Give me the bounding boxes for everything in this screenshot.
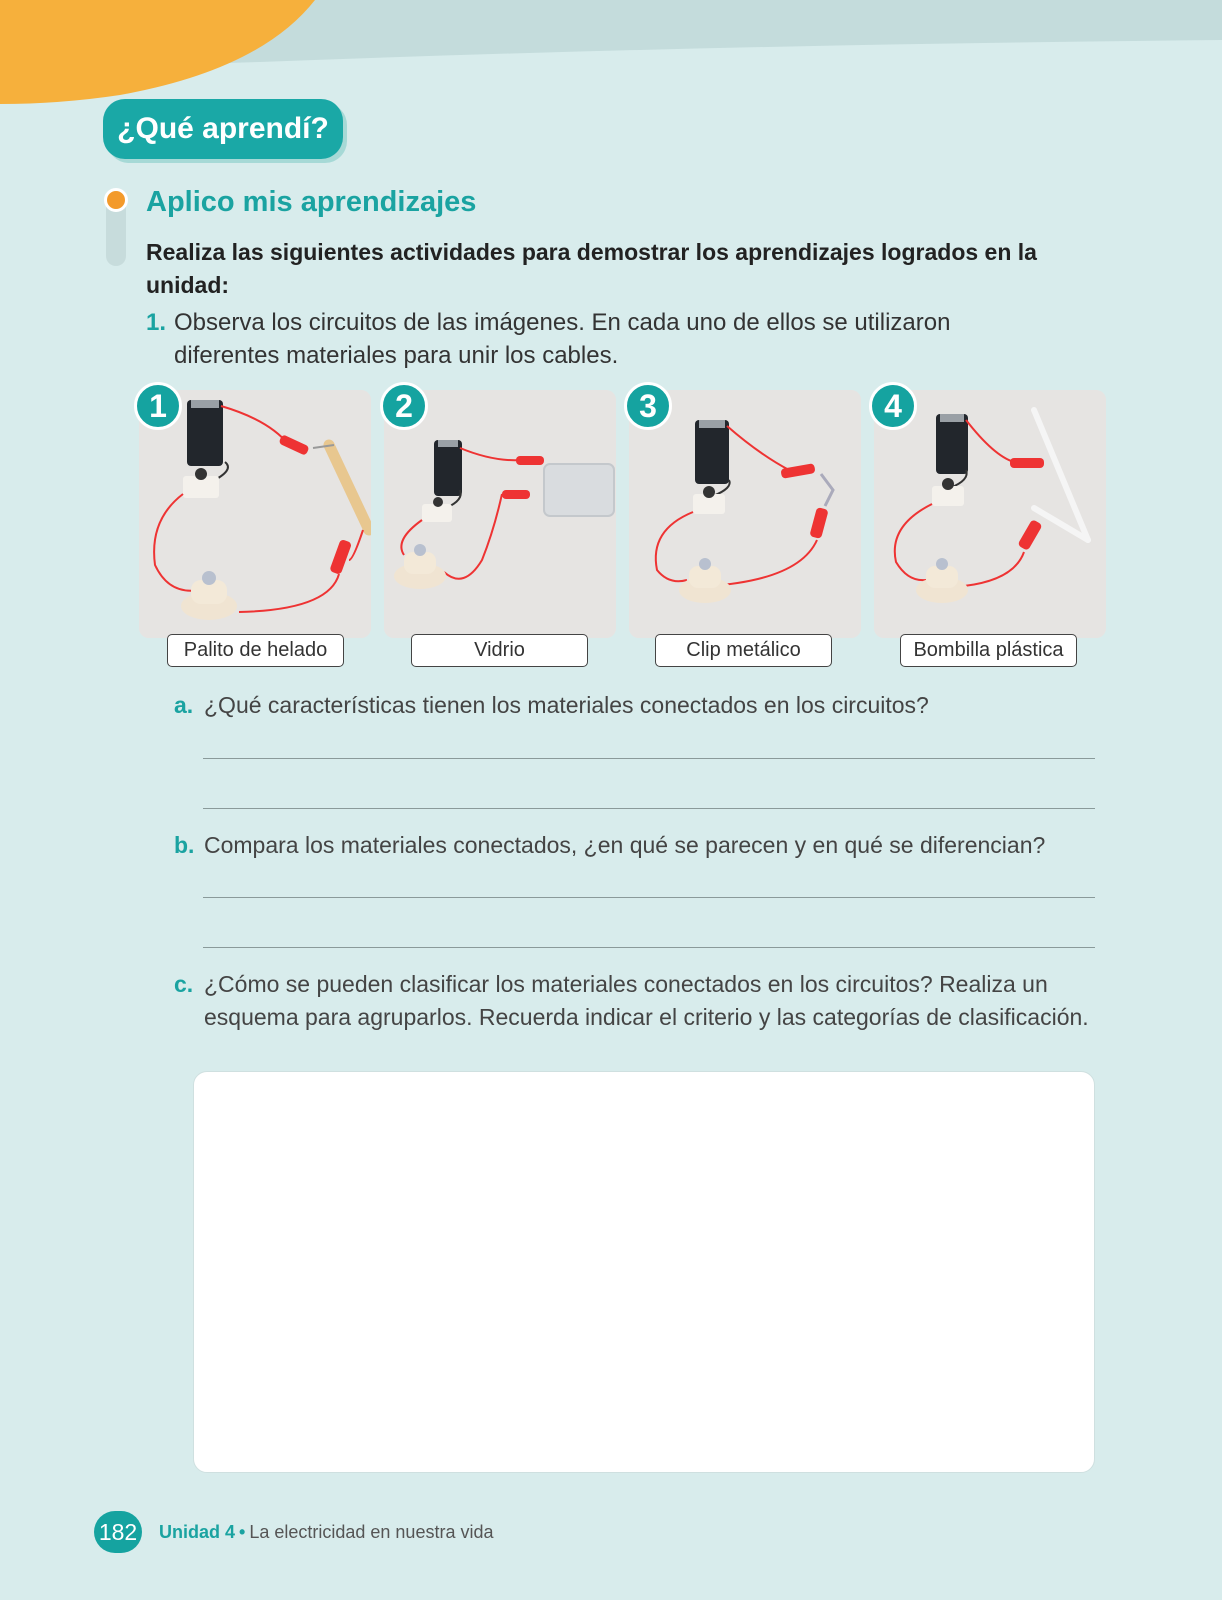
circuit-label-2: Vidrio [411,634,588,667]
subquestion-letter: a. [174,692,194,718]
subquestion-letter: c. [174,971,194,997]
question-1 [146,306,1046,372]
question-text: Observa los circuitos de las imágenes. En cada uno de ellos se utilizaron diferentes materiales para unir los cables. [174,309,951,369]
subquestion-text: ¿Cómo se pueden clasificar los materiales conectados en los circuitos? Realiza un esquema para agruparlos. Recuerda indicar el criterio y las categorías de clasificación. [204,971,1089,1030]
answer-line-a2[interactable] [203,808,1095,809]
circuit-label-4: Bombilla plástica [900,634,1077,667]
circuit-photo-3 [629,390,861,638]
circuit-number-4: 4 [869,382,917,430]
bullet-dot-icon [104,188,128,266]
section-title: Aplico mis aprendizajes [146,186,477,218]
circuit-photo-2 [384,390,616,638]
circuit-number-2: 2 [380,382,428,430]
subquestion-text: Compara los materiales conectados, ¿en qué se parecen y en qué se diferencian? [204,832,1046,858]
section-tag: ¿Qué aprendí? [103,99,343,159]
circuit-label-1: Palito de helado [167,634,344,667]
circuit-photo-1 [139,390,371,638]
footer-unit: Unidad 4 [159,1522,236,1542]
footer-unit-title: La electricidad en nuestra vida [249,1522,494,1542]
answer-line-b1[interactable] [203,897,1095,898]
footer-separator: • [239,1522,246,1542]
answer-line-b2[interactable] [203,947,1095,948]
top-decoration [0,0,1222,110]
circuit-photo-4 [874,390,1106,638]
circuit-label-3: Clip metálico [655,634,832,667]
answer-box-c[interactable] [193,1071,1095,1473]
subquestion-letter: b. [174,832,195,858]
circuit-number-1: 1 [134,382,182,430]
subquestion-b [174,829,1104,862]
subquestion-text: ¿Qué características tienen los materiales conectados en los circuitos? [204,692,929,718]
intro-text: Realiza las siguientes actividades para demostrar los aprendizajes logrados en la unidad: [146,239,1037,298]
subquestion-c [174,968,1104,1034]
question-number: 1. [146,309,167,336]
subquestion-a [174,689,1104,722]
circuit-number-3: 3 [624,382,672,430]
answer-line-a1[interactable] [203,758,1095,759]
footer-text [159,1522,493,1543]
page-number: 182 [94,1511,142,1553]
